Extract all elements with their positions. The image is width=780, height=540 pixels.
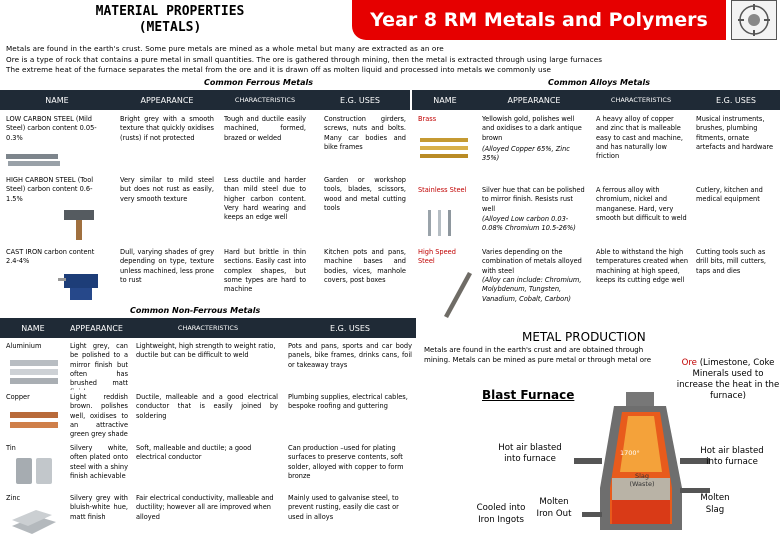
nonferrous-appearance-aluminium: Light grey, can be polished to a mirror finish but often has brushed matt — [70, 342, 128, 388]
ore-label: Ore — [681, 358, 697, 368]
alloy-appearance-stainless: Silver hue that can be polished to mirror finish. Resists rust well — [482, 186, 585, 213]
nonferrous-section-title: Common Non-Ferrous Metals — [130, 306, 261, 315]
ferrous-appearance-low-carbon: Bright grey with a smooth texture that quickly oxidises (rusts) if not protected — [120, 115, 214, 142]
tin-image — [10, 452, 60, 488]
alloys-section-title: Common Alloys Metals — [548, 78, 651, 87]
nonferrous-header-name: NAME — [0, 318, 66, 338]
alloys-header-uses: E.G. USES — [692, 90, 780, 110]
nonferrous-uses-aluminium: Pots and pans, sports and car body panels, bike frames, drinks cans, foil or takeaway trays — [288, 342, 412, 369]
alloy-uses-stainless: Cutlery, kitchen and medical equipment — [696, 186, 763, 204]
production-title: METAL PRODUCTION — [522, 330, 646, 344]
intro-line: The extreme heat of the furnace separates the metal from the ore and it is drawn off as molten liquid and processed into metals we commonly use — [6, 65, 552, 74]
alloy-characteristics-brass: A heavy alloy of copper and zinc that is malleable easy to cast and machine, and has naturally low friction — [596, 115, 683, 161]
ferrous-header-appearance: APPEARANCE — [114, 90, 220, 110]
hss-image — [440, 268, 476, 320]
intro-line: Ore is a type of rock that contains a pure metal in small quantities. The ore is gathered through mining, then the metal is extracted through using large furnaces — [6, 54, 603, 64]
brass-rods-icon — [416, 132, 472, 172]
furnace-icon — [574, 392, 710, 540]
nonferrous-header-appearance: APPEARANCE — [66, 318, 132, 338]
alloy-characteristics-stainless: A ferrous alloy with chromium, nickel and manganese. Hard, very smooth but difficult to weld — [596, 186, 687, 222]
molten-slag: Molten Slag — [700, 493, 730, 515]
stainless-image — [416, 206, 472, 240]
alloy-name-hss: High Speed Steel — [418, 248, 456, 266]
school-logo — [731, 0, 777, 40]
zinc-ingots-icon — [6, 506, 62, 538]
blast-furnace-title: Blast Furnace — [482, 388, 575, 402]
alloy-name-brass: Brass — [418, 115, 437, 123]
nonferrous-appearance-zinc: Silvery grey with bluish-white hue, matt finish — [70, 494, 128, 521]
furnace-temperature: 1700° — [620, 449, 640, 457]
nonferrous-appearance-tin: Silvery white, often plated onto steel with a shiny finish achievable — [70, 444, 128, 480]
cast-iron-image — [56, 266, 108, 306]
production-text: Metals are found in the earth's crust and are obtained through mining. Metals can be mined as pure metal or through metal ore — [424, 346, 652, 364]
ferrous-characteristics-high-carbon: Less ductile and harder than mild steel due to higher carbon content. Very hard wearing and keeps an edge well — [224, 176, 306, 222]
alloy-characteristics-hss: Able to withstand the high temperatures created when machining at high speed, keeps its cutting edge well — [596, 248, 688, 284]
ferrous-characteristics-cast-iron: Hard but brittle in thin sections. Easily cast into complex shapes, but some types are hard to machine — [224, 248, 306, 294]
blast-furnace-diagram — [574, 392, 710, 540]
nonferrous-uses-zinc: Mainly used to galvanise steel, to prevent rusting, easily die cast or used in alloys — [288, 494, 399, 521]
title-banner: Year 8 RM Metals and Polymers — [352, 0, 726, 40]
aluminium-image — [6, 356, 62, 388]
nonferrous-header-uses: E.G. USES — [284, 318, 416, 338]
high-carbon-steel-image — [50, 208, 108, 242]
furnace-slag-label: Slag (Waste) — [629, 472, 655, 488]
ferrous-name-cast-iron: CAST IRON carbon content 2.4-4% — [6, 248, 95, 266]
alloy-uses-brass: Musical instruments, brushes, plumbing fitments, ornate artefacts and hardware — [696, 115, 774, 151]
nonferrous-name-copper: Copper — [6, 393, 30, 401]
ferrous-characteristics-low-carbon: Tough and ductile easily machined, formed, brazed or welded — [224, 115, 306, 142]
nonferrous-uses-copper: Plumbing supplies, electrical cables, bespoke roofing and guttering — [288, 393, 408, 411]
hot-air-right: Hot air blasted into furnace — [700, 446, 764, 467]
nonferrous-characteristics-copper: Ductile, malleable and a good electrical conductor that is easily joined by soldering — [136, 393, 278, 420]
copper-pipes-icon — [6, 406, 62, 438]
ferrous-header-name: NAME — [0, 90, 114, 110]
nonferrous-uses-tin: Can production –used for plating surfaces to preserve contents, soft solder, alloyed with copper to form bronze — [288, 444, 404, 480]
bench-vice-icon — [56, 266, 108, 306]
nonferrous-name-zinc: Zinc — [6, 494, 21, 502]
page-title — [60, 4, 280, 36]
logo-emblem-icon — [732, 1, 776, 39]
nonferrous-characteristics-tin: Soft, malleable and ductile; a good electrical conductor — [136, 444, 252, 462]
nonferrous-characteristics-aluminium: Lightweight, high strength to weight ratio, ductile but can be difficult to weld — [136, 342, 276, 360]
alloy-uses-hss: Cutting tools such as drill bits, mill cutters, taps and dies — [696, 248, 767, 275]
cutlery-icon — [416, 206, 472, 240]
alloy-appearance-hss: Varies depending on the combination of metals alloyed with steel — [482, 248, 582, 275]
ferrous-header-characteristics: CHARACTERISTICS — [220, 90, 310, 110]
ferrous-name-high-carbon: HIGH CARBON STEEL (Tool Steel) carbon content 0.6-1.5% — [6, 176, 94, 203]
drill-bit-icon — [440, 268, 476, 320]
page-title-line2: (METALS) — [138, 20, 202, 35]
low-carbon-steel-image — [4, 150, 62, 172]
steel-bars-icon — [4, 150, 62, 172]
hot-air-left: Hot air blasted into furnace — [498, 443, 562, 464]
nonferrous-header-characteristics: CHARACTERISTICS — [132, 318, 284, 338]
page-title-line1: MATERIAL PROPERTIES — [95, 4, 245, 19]
zinc-image — [6, 506, 62, 538]
alloy-note-brass: (Alloyed Copper 65%, Zinc 35%) — [482, 145, 570, 163]
ferrous-uses-high-carbon: Garden or workshop tools, blades, scissors, wood and metal cutting tools — [324, 176, 406, 212]
alloy-appearance-brass: Yellowish gold, polishes well and oxidises to a dark antique brown — [482, 115, 582, 142]
nonferrous-name-tin: Tin — [6, 444, 16, 452]
alloy-name-stainless: Stainless Steel — [418, 186, 467, 194]
ferrous-appearance-cast-iron: Dull, varying shades of grey depending on type, texture unless machined, less prone to rust — [120, 248, 214, 284]
molten-iron-out: Molten Iron Out — [536, 497, 572, 519]
intro-line: Metals are found in the earth's crust. Some pure metals are mined as a whole metal but many are extracted as an ore — [6, 44, 444, 53]
ferrous-name-low-carbon: LOW CARBON STEEL (Mild Steel) carbon content 0.05-0.3% — [6, 115, 97, 142]
alloy-note-stainless: (Alloyed Low carbon 0.03-0.08% Chromium 10.5-26%) — [482, 215, 576, 233]
alloys-header-appearance: APPEARANCE — [478, 90, 590, 110]
nonferrous-appearance-copper: Light reddish brown. polishes well, oxidises to an attractive green grey shade — [70, 393, 128, 439]
hammer-icon — [50, 208, 108, 242]
ferrous-uses-cast-iron: Kitchen pots and pans, machine bases and bodies, vices, manhole covers, post boxes — [324, 248, 406, 284]
alloy-note-hss: (Alloy can include: Chromium, Molybdenum, Tungsten, Vanadium, Cobalt, Carbon) — [482, 276, 582, 303]
cooled-iron-ingots: Cooled into Iron Ingots — [476, 503, 526, 525]
ferrous-header-uses: E.G. USES — [310, 90, 410, 110]
nonferrous-name-aluminium: Aluminium — [6, 342, 42, 350]
copper-image — [6, 406, 62, 438]
brass-image — [416, 132, 472, 172]
aluminium-rods-icon — [6, 356, 62, 388]
ferrous-section-title: Common Ferrous Metals — [204, 78, 314, 87]
ferrous-uses-low-carbon: Construction girders, screws, nuts and bolts. Many car bodies and bike frames — [324, 115, 406, 151]
tin-cans-icon — [10, 452, 60, 488]
ore-text: (Limestone, Coke Minerals used to increase the heat in the furnace) — [676, 358, 780, 401]
ferrous-appearance-high-carbon: Very similar to mild steel but does not rust as easily, very smooth texture — [120, 176, 214, 203]
alloys-header-name: NAME — [412, 90, 478, 110]
intro-text — [6, 44, 776, 76]
nonferrous-characteristics-zinc: Fair electrical conductivity, malleable and ductility; however all are improved when alloyed — [136, 494, 274, 521]
alloys-header-characteristics: CHARACTERISTICS — [590, 90, 692, 110]
